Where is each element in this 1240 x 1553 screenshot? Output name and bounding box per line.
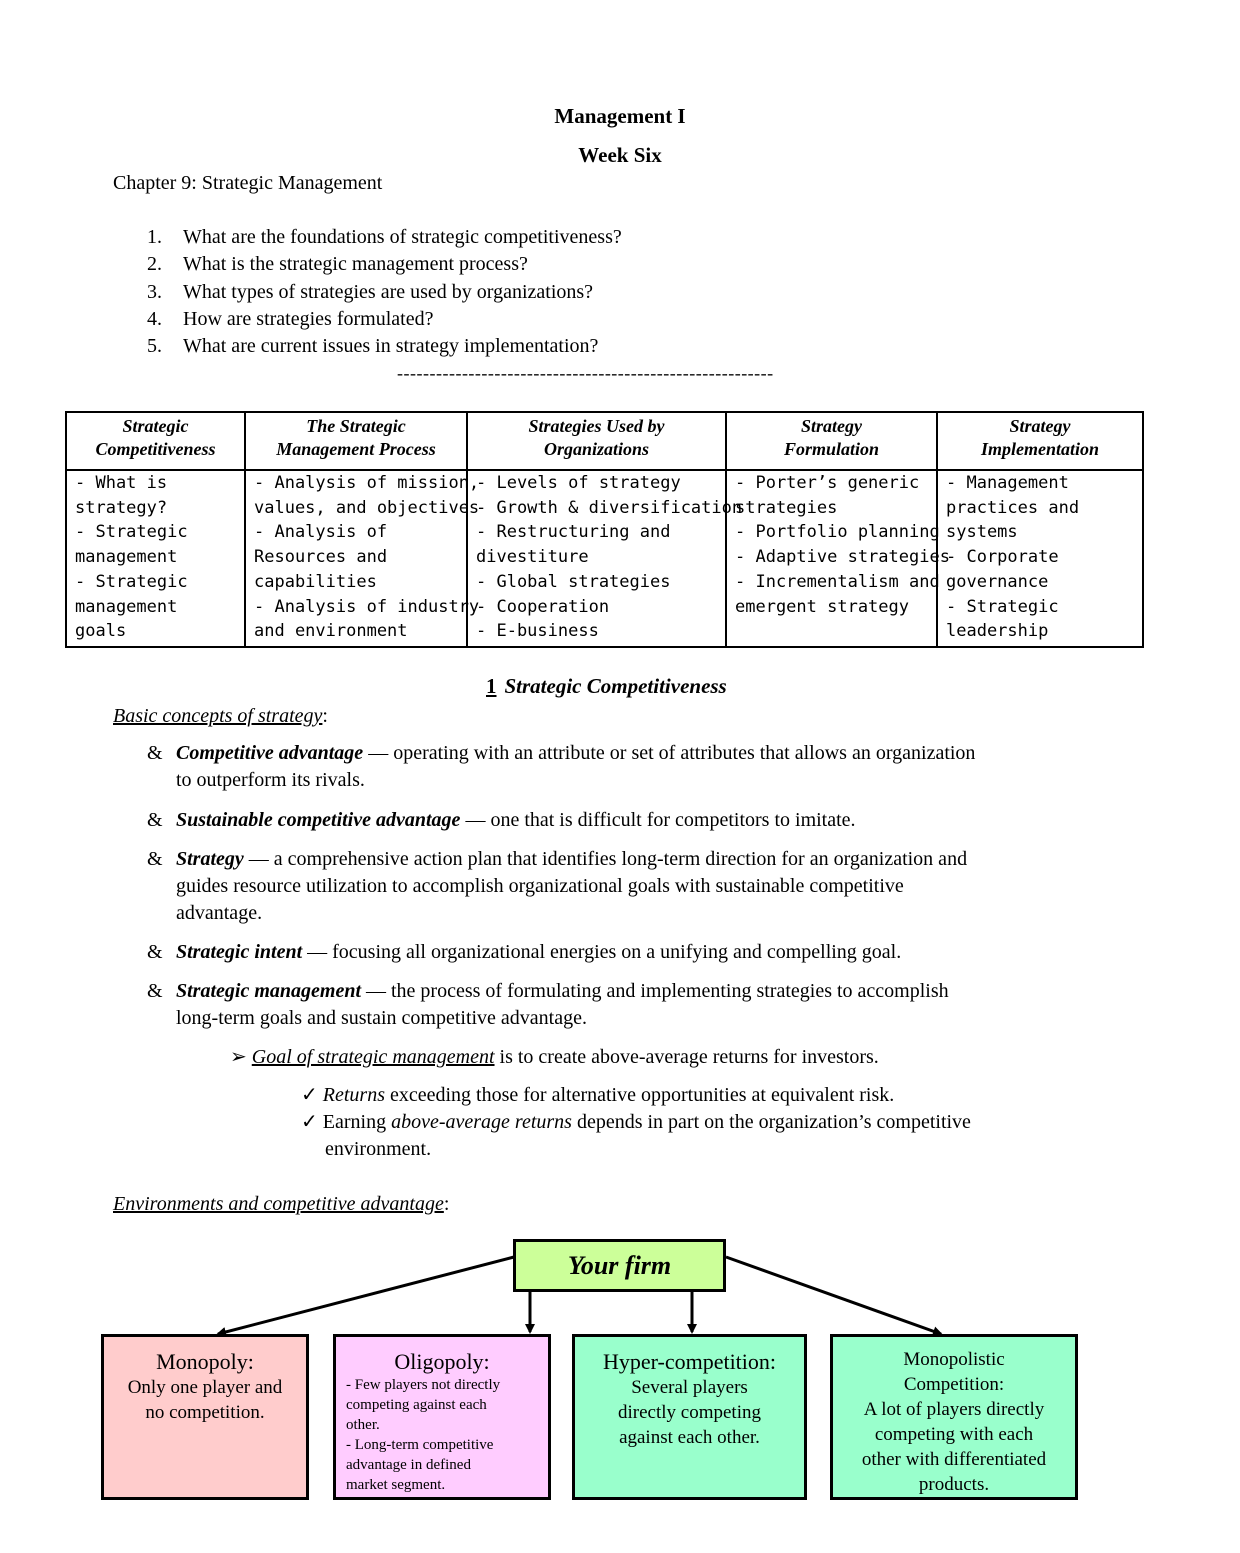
bullet-icon: & (147, 980, 163, 1002)
hyper-competition-box: Hyper-competition: Several players directly competing against each other. (572, 1334, 807, 1500)
environments-heading: Environments and competitive advantage: (113, 1193, 450, 1215)
arrow-bullet-icon: ➢ (230, 1046, 247, 1068)
bullet-icon: & (147, 941, 163, 963)
list-item: 2. What is the strategic management process? (147, 253, 528, 276)
week-heading: Week Six (578, 143, 662, 167)
arrow-to-monopolistic-competition (726, 1257, 941, 1334)
list-item: 4. How are strategies formulated? (147, 307, 434, 330)
bullet-icon: & (147, 742, 163, 764)
arrow-to-monopoly (218, 1257, 514, 1334)
chapter-heading: Chapter 9: Strategic Management (113, 172, 383, 194)
table-header-cell: Strategic Competitiveness (66, 412, 245, 470)
check-item: ✓ Returns exceeding those for alternative opportunities at equivalent risk. (301, 1084, 895, 1106)
check-item-continuation: environment. (325, 1138, 432, 1160)
section-title: Strategic Competitiveness (504, 674, 727, 698)
table-header-cell: The Strategic Management Process (245, 412, 467, 470)
monopoly-box: Monopoly: Only one player and no competition. (101, 1334, 309, 1500)
your-firm-box: Your firm (513, 1239, 726, 1292)
check-item: ✓ Earning above-average returns depends in part on the organization’s competitive (301, 1111, 971, 1133)
table-header-cell: Strategy Implementation (937, 412, 1143, 470)
monopolistic-competition-box: Monopolistic Competition: A lot of players directly competing with each other with differentiated products. (830, 1334, 1078, 1500)
list-item: 1. What are the foundations of strategic competitiveness? (147, 226, 622, 248)
oligopoly-box: Oligopoly: - Few players not directly competing against each other. - Long-term competitive advantage in defined market segment. (333, 1334, 551, 1500)
section-number: 1 (486, 674, 497, 698)
table-cell: - What is strategy? - Strategic management - Strategic management goals (66, 470, 245, 647)
table-cell: - Levels of strategy - Growth & diversification - Restructuring and divestiture - Global strategies - Cooperation - E-business (467, 470, 726, 647)
checkmark-icon: ✓ (301, 1111, 318, 1133)
table-header-cell: Strategies Used by Organizations (467, 412, 726, 470)
document-title: Management I (554, 104, 686, 128)
checkmark-icon: ✓ (301, 1084, 318, 1106)
dashed-separator: ---------------------------------------------------------- (397, 363, 774, 383)
table-cell: - Management practices and systems - Corporate governance - Strategic leadership (937, 470, 1143, 647)
list-item: 3. What types of strategies are used by organizations? (147, 280, 594, 303)
table-cell: - Analysis of mission, values, and objectives - Analysis of Resources and capabilities - Analysis of industry and environment (245, 470, 467, 647)
table-cell: - Porter’s generic strategies - Portfolio planning - Adaptive strategies - Incrementalism and emergent strategy (726, 470, 937, 647)
list-item: 5. What are current issues in strategy implementation? (147, 335, 599, 358)
goal-item: ➢ Goal of strategic management is to create above-average returns for investors. (230, 1046, 879, 1068)
basic-concepts-heading: Basic concepts of strategy: (113, 705, 328, 727)
table-header-cell: Strategy Formulation (726, 412, 937, 470)
bullet-icon: & (147, 848, 163, 870)
bullet-icon: & (147, 809, 163, 831)
